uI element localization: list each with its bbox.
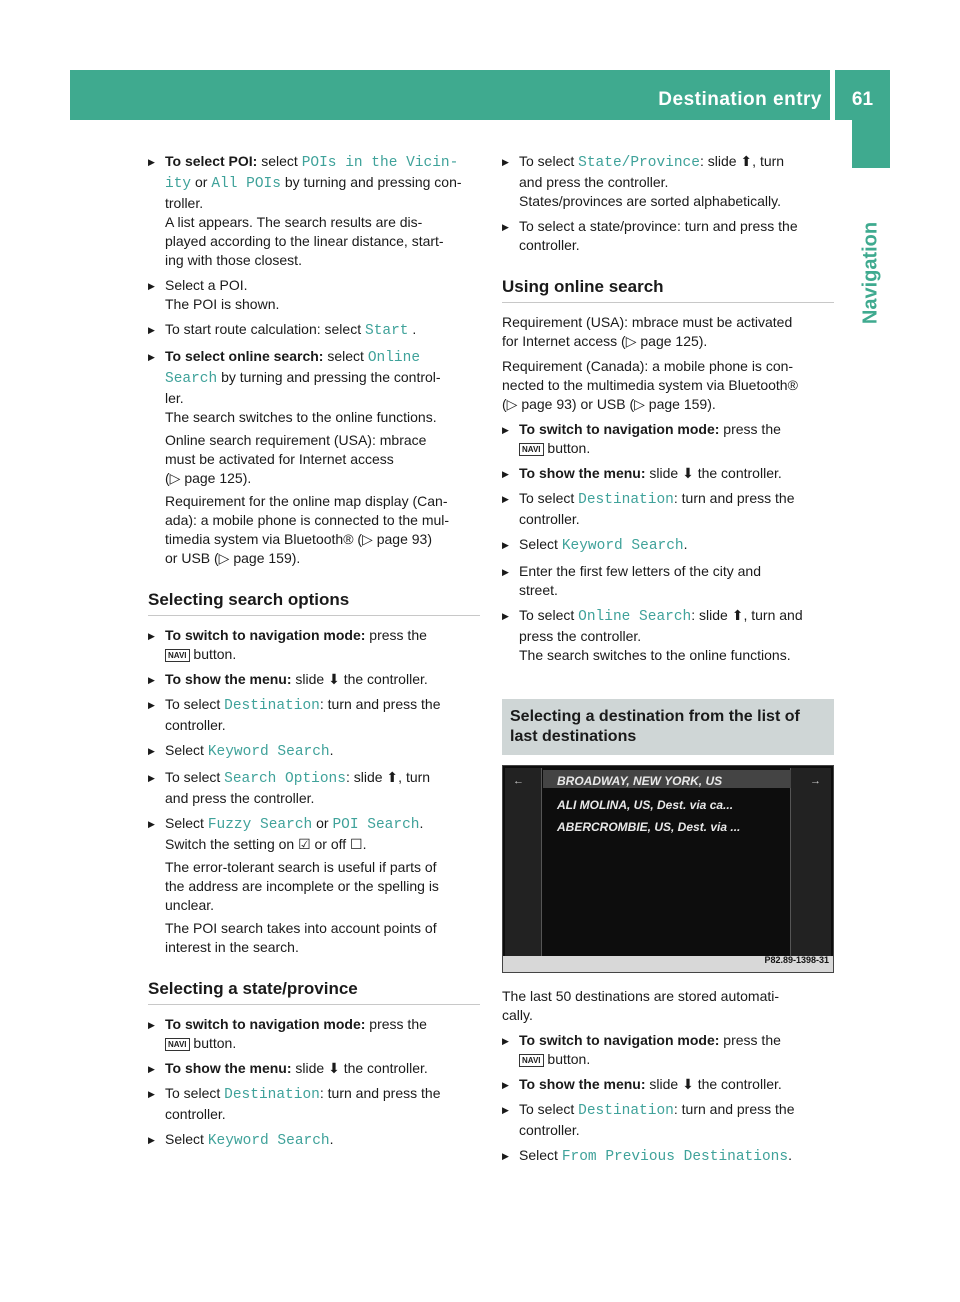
paragraph: Requirement (USA): mbrace must be activated for Internet access (▷ page 125). — [502, 314, 793, 349]
step-keyword-search-2: ▶ Select Keyword Search. — [148, 1130, 480, 1151]
step-select-a-poi: ▶ Select a POI. The POI is shown. — [148, 276, 480, 314]
step-destination-3: ▶ To select Destination: turn and press the controller. — [502, 489, 834, 529]
navi-key-icon: NAVI — [165, 649, 190, 662]
step-keyword-search: ▶ Select Keyword Search. — [148, 741, 480, 762]
page-title: Destination entry — [658, 89, 822, 110]
step-destination: ▶ To select Destination: turn and press the controller. — [148, 695, 480, 735]
right-column — [502, 152, 834, 1173]
menu-item-pois-vicinity: POIs in the Vicin- — [301, 155, 459, 171]
nav-screen-image — [502, 765, 834, 973]
screen-list-item: BROADWAY, NEW YORK, US — [557, 774, 723, 788]
step-nav-mode-2: ▶ To switch to navigation mode: press the NAVI button. — [148, 1015, 480, 1053]
step-previous-destinations: ▶ Select From Previous Destinations. — [502, 1146, 834, 1167]
step-nav-mode: ▶ To switch to navigation mode: press the NAVI button. — [148, 626, 480, 664]
heading-search-options: Selecting search options — [148, 590, 480, 616]
step-show-menu-3: ▶ To show the menu: slide ⬇ the controller. — [502, 464, 834, 483]
step-nav-mode-3: ▶ To switch to navigation mode: press the NAVI button. — [502, 420, 834, 458]
step-show-menu-2: ▶ To show the menu: slide ⬇ the controller. — [148, 1059, 480, 1078]
step-destination-4: ▶ To select Destination: turn and press the controller. — [502, 1100, 834, 1140]
page-number: 61 — [835, 70, 890, 120]
back-arrow-icon: ← — [513, 775, 524, 787]
paragraph: The last 50 destinations are stored automati- cally. — [502, 988, 780, 1023]
image-reference: P82.89-1398-31 — [764, 955, 829, 965]
step-select-poi: ▶ To select POI: select POIs in the Vicin- ity or All POIs by turning and pressing con- troller. A list appears. The search results are dis- played according to the linear distance, start- ing with those closest. — [148, 152, 480, 270]
heading-state-province: Selecting a state/province — [148, 979, 480, 1005]
screen-right-panel — [790, 768, 831, 958]
step-nav-mode-4: ▶ To switch to navigation mode: press the NAVI button. — [502, 1031, 834, 1069]
menu-item-all-pois: All POIs — [211, 176, 281, 192]
step-online-search-select: ▶ To select Online Search: slide ⬆, turn and press the controller. The search switches to the online functions. — [502, 606, 834, 665]
step-search-options: ▶ To select Search Options: slide ⬆, turn and press the controller. — [148, 768, 480, 808]
paragraph: Requirement (Canada): a mobile phone is con- nected to the multimedia system via Bluetooth® (▷ page 93) or USB (▷ page 159). — [502, 358, 798, 412]
navi-key-icon: NAVI — [165, 1038, 190, 1051]
screen-left-panel — [505, 768, 542, 958]
navi-key-icon: NAVI — [519, 443, 544, 456]
step-state-province: ▶ To select State/Province: slide ⬆, turn and press the controller. States/provinces are sorted alphabetically. — [502, 152, 834, 211]
side-tab-block — [852, 120, 890, 168]
screen-list-item: ABERCROMBIE, US, Dest. via ... — [557, 820, 741, 834]
forward-arrow-icon: → — [810, 775, 821, 787]
heading-last-destinations: Selecting a destination from the list of last destinations — [502, 699, 834, 755]
side-tab-label: Navigation — [859, 221, 882, 325]
step-select-state: ▶ To select a state/province: turn and press the controller. — [502, 217, 834, 255]
side-tab — [852, 168, 890, 378]
step-keyword-search-3: ▶ Select Keyword Search. — [502, 535, 834, 556]
heading-online-search: Using online search — [502, 277, 834, 303]
step-fuzzy-search: ▶ Select Fuzzy Search or POI Search. Switch the setting on ☑ or off ☐. The error-tolerant search is useful if parts of the address are incomplete or the spelling is unclear. The POI search takes into account points of interest in the search. — [148, 814, 480, 957]
step-show-menu-4: ▶ To show the menu: slide ⬇ the controller. — [502, 1075, 834, 1094]
step-show-menu: ▶ To show the menu: slide ⬇ the controller. — [148, 670, 480, 689]
step-destination-2: ▶ To select Destination: turn and press the controller. — [148, 1084, 480, 1124]
step-start-route: ▶ To start route calculation: select Start . — [148, 320, 480, 341]
left-column — [148, 152, 480, 1157]
navi-key-icon: NAVI — [519, 1054, 544, 1067]
screen-list-item: ALI MOLINA, US, Dest. via ca... — [557, 798, 734, 812]
menu-item-online: Online — [367, 350, 421, 366]
step-online-search: ▶ To select online search: select Online Search by turning and pressing the control- ler. The search switches to the online functions. Online search requirement (USA): mbrace must be activated for Internet access (▷ page 125). Requirement for the online map display (Can- ada): a mobile phone is connected to the mul- timedia system via Bluetooth® (▷ page 93) or USB (▷ page 159). — [148, 347, 480, 568]
menu-item-start: Start — [365, 323, 409, 339]
step-enter-letters: ▶ Enter the first few letters of the city and street. — [502, 562, 834, 600]
